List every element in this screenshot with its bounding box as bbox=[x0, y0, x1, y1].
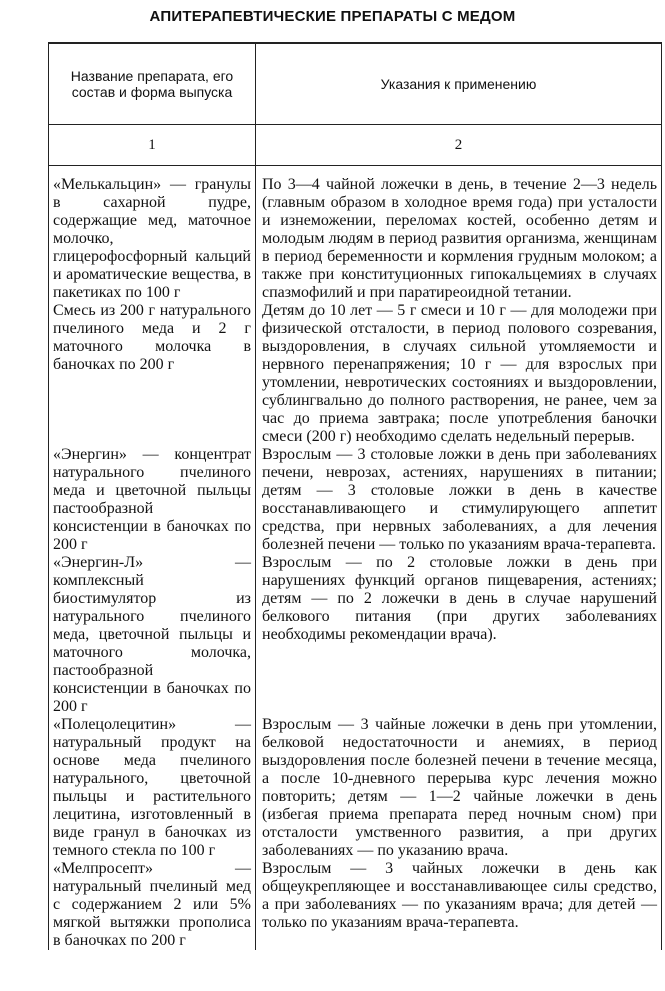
column-header-name: Название препарата, его состав и форма выпуска bbox=[49, 43, 256, 125]
preparation-name: «Полецолецитин» — натуральный продукт на основе меда пчелиного натурального, цветочной пыльцы и растительного лецитина, изготовленный в виде гранул в баночках из темного стекла по 100 г bbox=[49, 716, 256, 860]
preparation-usage: Детям до 10 лет — 5 г смеси и 10 г — для молодежи при физической отсталости, в период полового созревания, выздоровления, в случаях сильной утомляемости и нервного перенапряжения; 10 г — для взрослых при утомлении, невротических состояниях и выздоровлении, сублингвально до полного растворения, не ранее, чем за час до приема завтрака; после употребления баночки смеси (200 г) необходимо сделать недельный перерыв. bbox=[256, 302, 662, 446]
preparations-table bbox=[48, 42, 662, 950]
table-row bbox=[49, 302, 662, 446]
table-row bbox=[49, 446, 662, 554]
column-number-2: 2 bbox=[256, 125, 662, 166]
column-number-row bbox=[49, 125, 662, 166]
preparation-usage: Взрослым — 3 столовые ложки в день при заболеваниях печени, неврозах, астениях, нарушениях в питании; детям — 3 столовые ложки в день в качестве восстанавливающего и стимулирующего аппетит средства, при нервных заболеваниях, а для лечения болезней печени — только по указаниям врача-терапевта. bbox=[256, 446, 662, 554]
table-row bbox=[49, 554, 662, 716]
preparation-usage: Взрослым — по 2 столовые ложки в день при нарушениях функций органов пищеварения, астениях; детям — по 2 ложечки в день в случае нарушений белкового питания (при других заболеваниях необходимы рекомендации врача). bbox=[256, 554, 662, 716]
table-row bbox=[49, 860, 662, 950]
preparation-usage: Взрослым — 3 чайные ложечки в день при утомлении, белковой недостаточности и анемиях, в период выздоровления после болезней печени в течение месяца, а после 10-дневного перерыва курс лечения можно повторить; детям — 1—2 чайные ложечки в день (избегая приема препарата перед ночным сном) при отсталости умственного развития, а при других заболеваниях — по указанию врача. bbox=[256, 716, 662, 860]
preparation-name: «Энергин-Л» — комплексный биостимулятор из натурального пчелиного меда, цветочной пыльцы и маточного молочка, пастообразной консистенции в баночках по 200 г bbox=[49, 554, 256, 716]
page-title: АПИТЕРАПЕВТИЧЕСКИЕ ПРЕПАРАТЫ С МЕДОМ bbox=[149, 8, 516, 25]
preparation-usage: Взрослым — 3 чайных ложечки в день как общеукрепляющее и восстанавливающее силы средство, а при заболеваниях — по указаниям врача; для детей — только по указаниям врача-терапевта. bbox=[256, 860, 662, 950]
spacer-row bbox=[49, 166, 662, 177]
table-row bbox=[49, 176, 662, 302]
preparation-usage: По 3—4 чайной ложечки в день, в течение 2—3 недель (главным образом в холодное время года) при усталости и изнеможении, переломах костей, особенно детям и молодым людям в период развития организма, женщинам в период беременности и кормления грудным молоком; а также при конституционных гипокальцемиях в случаях спазмофилий и при паратиреоидной тетании. bbox=[256, 176, 662, 302]
table-header-row bbox=[49, 43, 662, 125]
preparation-name: «Мелькальцин» — гранулы в сахарной пудре, содержащие мед, маточное молочко, глицерофосфорный кальций и ароматические вещества, в пакетиках по 100 г bbox=[49, 176, 256, 302]
column-number-1: 1 bbox=[49, 125, 256, 166]
preparation-name: Смесь из 200 г натурального пчелиного меда и 2 г маточного молочка в баночках по 200 г bbox=[49, 302, 256, 446]
preparation-name: «Энергин» — концентрат натурального пчелиного меда и цветочной пыльцы пастообразной консистенции в баночках по 200 г bbox=[49, 446, 256, 554]
column-header-usage: Указания к применению bbox=[256, 43, 662, 125]
table-row bbox=[49, 716, 662, 860]
preparation-name: «Мелпросепт» — натуральный пчелиный мед с содержанием 2 или 5% мягкой вытяжки прополиса в баночках по 200 г bbox=[49, 860, 256, 950]
